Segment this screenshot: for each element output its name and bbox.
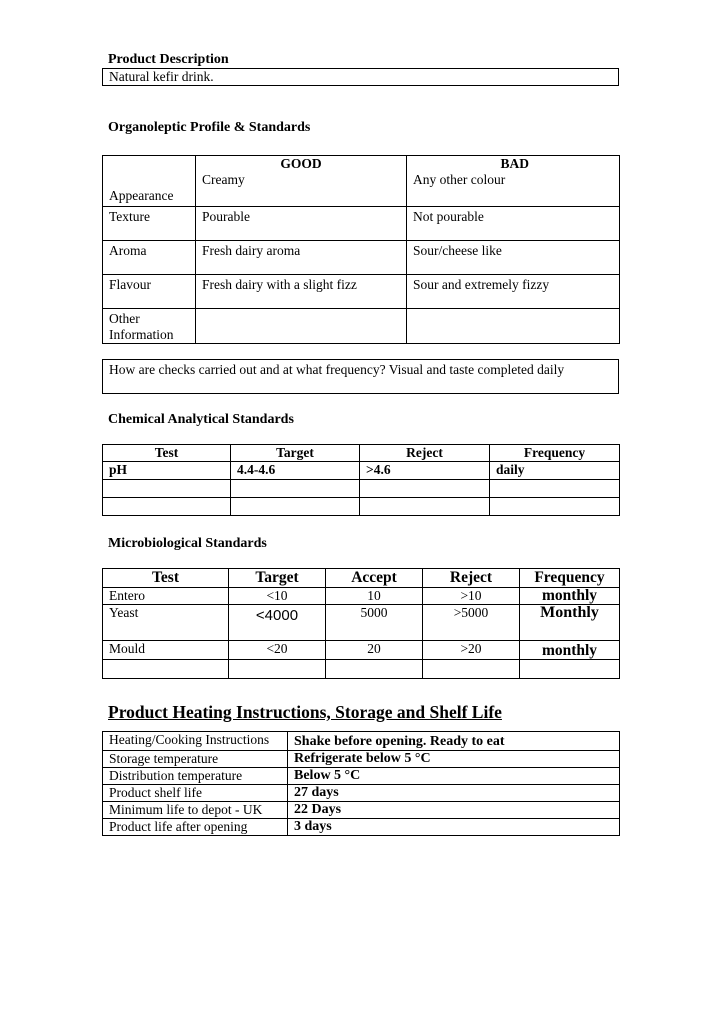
chem-cell <box>103 498 231 516</box>
organoleptic-row-label: Flavour <box>103 275 196 309</box>
micro-header-target: Target <box>229 569 326 588</box>
organoleptic-bad-value: Not pourable <box>407 207 620 241</box>
micro-test: Entero <box>103 588 229 605</box>
chem-header-frequency: Frequency <box>490 445 620 462</box>
storage-value: 22 Days <box>288 802 620 819</box>
organoleptic-row-label: Texture <box>103 207 196 241</box>
storage-value: 27 days <box>288 785 620 802</box>
micro-frequency: monthly <box>520 641 620 660</box>
storage-label: Storage temperature <box>103 751 288 768</box>
micro-header-test: Test <box>103 569 229 588</box>
storage-value: Shake before opening. Ready to eat <box>288 732 620 751</box>
organoleptic-good-cell <box>196 156 407 207</box>
storage-value: Refrigerate below 5 °C <box>288 751 620 768</box>
chem-cell: pH <box>103 462 231 480</box>
storage-label: Product shelf life <box>103 785 288 802</box>
product-description-text: Natural kefir drink. <box>103 69 619 86</box>
chem-cell <box>490 498 620 516</box>
micro-heading: Microbiological Standards <box>108 536 267 551</box>
micro-target <box>229 660 326 679</box>
chem-cell: 4.4-4.6 <box>231 462 360 480</box>
storage-value: Below 5 °C <box>288 768 620 785</box>
organoleptic-good-value <box>196 309 407 344</box>
organoleptic-row-label: Appearance <box>103 156 196 207</box>
organoleptic-bad-value: Sour and extremely fizzy <box>407 275 620 309</box>
chem-header-target: Target <box>231 445 360 462</box>
organoleptic-good-value: Pourable <box>196 207 407 241</box>
micro-reject <box>423 660 520 679</box>
chem-cell: >4.6 <box>360 462 490 480</box>
chem-cell: daily <box>490 462 620 480</box>
organoleptic-good-value: Fresh dairy aroma <box>196 241 407 275</box>
chem-cell <box>231 498 360 516</box>
micro-table <box>102 568 620 679</box>
chem-cell <box>231 480 360 498</box>
bad-header: BAD <box>500 156 529 171</box>
storage-label: Distribution temperature <box>103 768 288 785</box>
micro-frequency: monthly <box>520 588 620 605</box>
micro-accept: 10 <box>326 588 423 605</box>
organoleptic-bad-cell <box>407 156 620 207</box>
chem-cell <box>103 480 231 498</box>
good-header: GOOD <box>280 156 322 171</box>
storage-label: Heating/Cooking Instructions <box>103 732 288 751</box>
micro-reject: >20 <box>423 641 520 660</box>
micro-target: <4000 <box>229 605 326 641</box>
storage-label: Minimum life to depot - UK <box>103 802 288 819</box>
checks-table <box>102 359 619 394</box>
product-description-heading: Product Description <box>108 52 229 67</box>
micro-reject: >10 <box>423 588 520 605</box>
storage-value: 3 days <box>288 819 620 836</box>
micro-test <box>103 660 229 679</box>
organoleptic-bad-value: Sour/cheese like <box>407 241 620 275</box>
chem-header-reject: Reject <box>360 445 490 462</box>
micro-accept <box>326 660 423 679</box>
micro-header-frequency: Frequency <box>520 569 620 588</box>
micro-header-reject: Reject <box>423 569 520 588</box>
storage-heading: Product Heating Instructions, Storage and Shelf Life <box>108 702 502 722</box>
micro-header-accept: Accept <box>326 569 423 588</box>
micro-frequency <box>520 660 620 679</box>
organoleptic-table <box>102 155 620 344</box>
organoleptic-row-label: Aroma <box>103 241 196 275</box>
storage-label: Product life after opening <box>103 819 288 836</box>
organoleptic-good-value: Fresh dairy with a slight fizz <box>196 275 407 309</box>
micro-frequency: Monthly <box>520 605 620 641</box>
organoleptic-heading: Organoleptic Profile & Standards <box>108 120 311 135</box>
organoleptic-bad-value <box>407 309 620 344</box>
chem-cell <box>360 480 490 498</box>
micro-target: <20 <box>229 641 326 660</box>
micro-target: <10 <box>229 588 326 605</box>
micro-accept: 5000 <box>326 605 423 641</box>
micro-accept: 20 <box>326 641 423 660</box>
chemical-heading: Chemical Analytical Standards <box>108 412 294 427</box>
chem-cell <box>490 480 620 498</box>
micro-reject: >5000 <box>423 605 520 641</box>
chemical-table <box>102 444 620 516</box>
organoleptic-row-label: Other Information <box>103 309 196 344</box>
storage-table <box>102 731 620 836</box>
chem-header-test: Test <box>103 445 231 462</box>
micro-test: Yeast <box>103 605 229 641</box>
product-description-table <box>102 68 619 86</box>
checks-text: How are checks carried out and at what frequency? Visual and taste completed daily <box>103 360 619 394</box>
micro-test: Mould <box>103 641 229 660</box>
organoleptic-bad-value: Any other colour <box>413 172 506 187</box>
organoleptic-good-value: Creamy <box>202 172 245 187</box>
chem-cell <box>360 498 490 516</box>
